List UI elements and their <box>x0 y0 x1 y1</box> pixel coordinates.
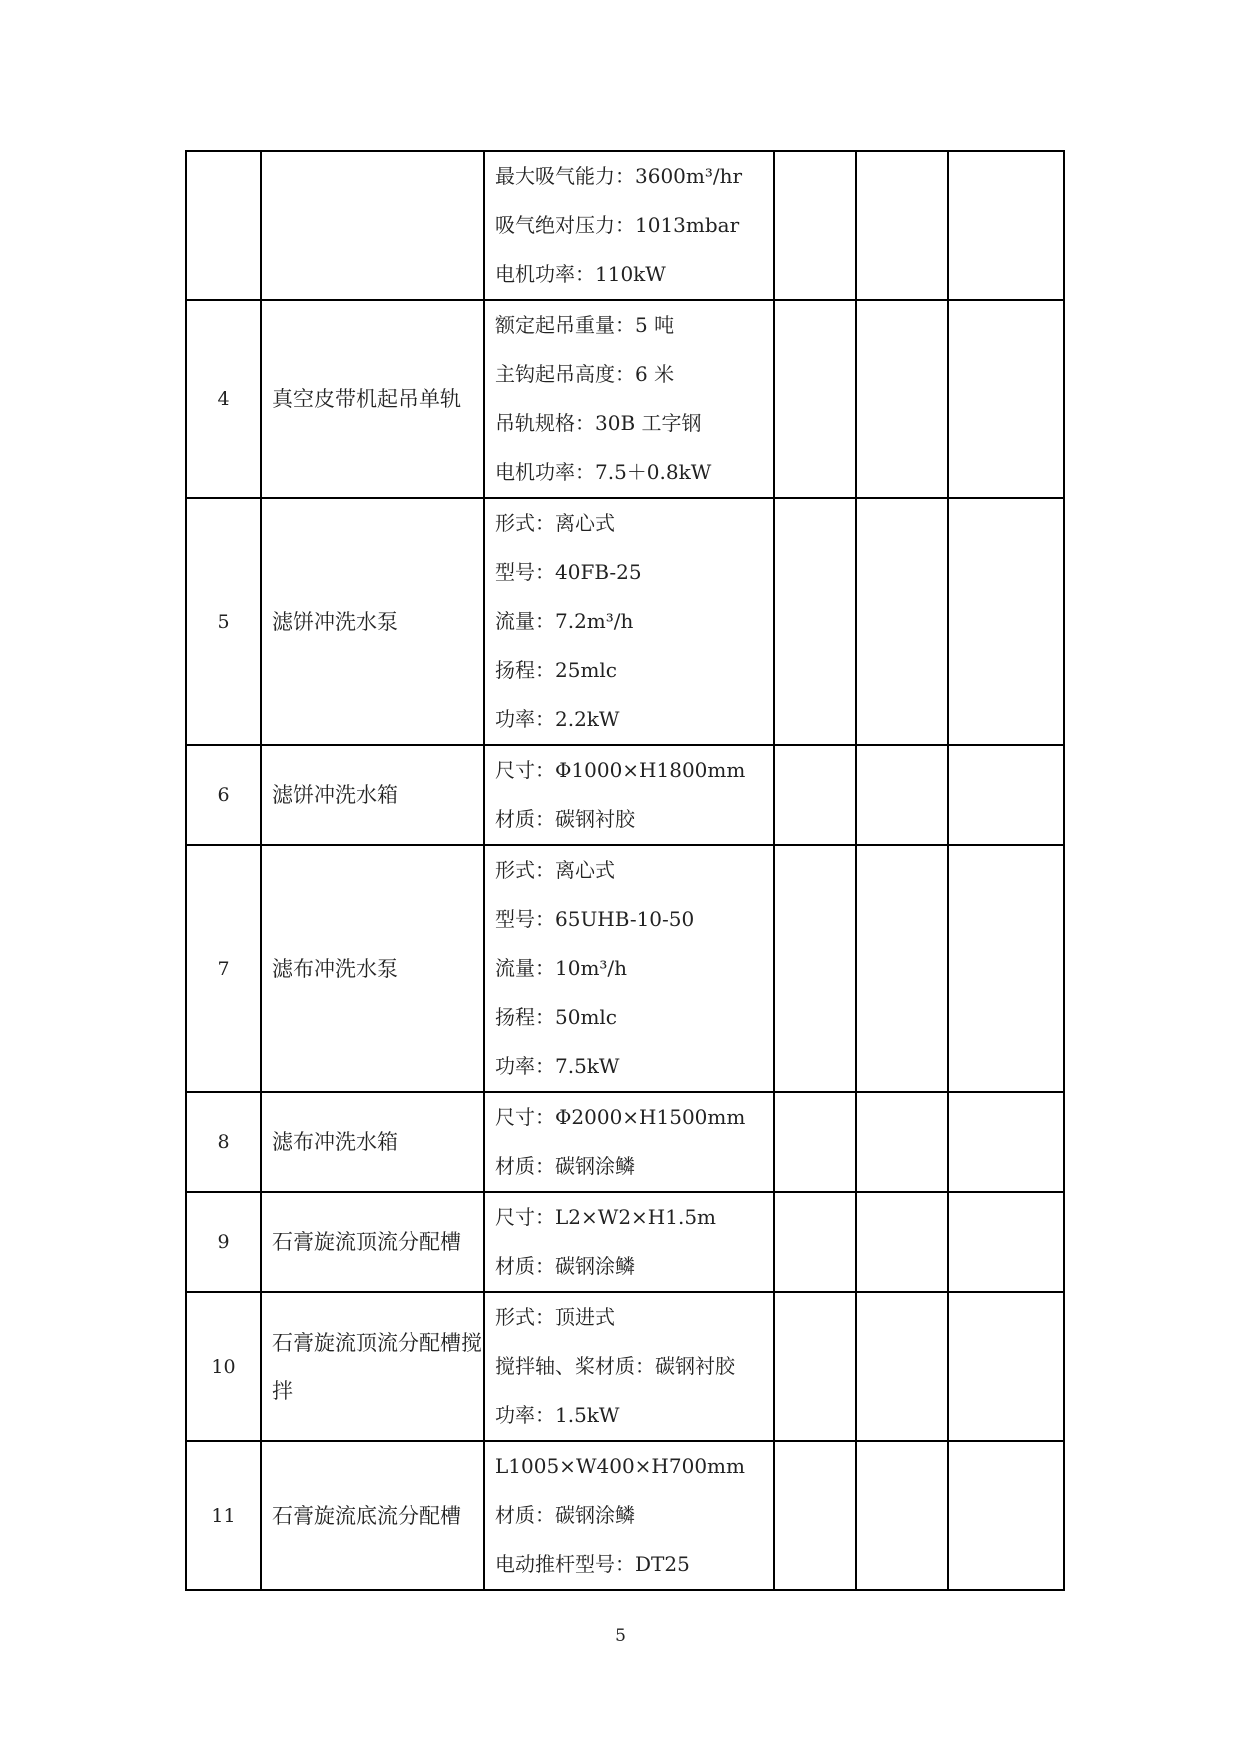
spec-line: 扬程：25mlc <box>495 658 618 682</box>
table-row <box>186 498 1064 745</box>
spec-line: 额定起吊重量：5 吨 <box>495 313 675 337</box>
remarks-cell-2 <box>856 300 948 498</box>
spec-line: 流量：10m³/h <box>495 956 628 980</box>
equipment-name-cell: 滤饼冲洗水泵 <box>261 498 484 745</box>
spec-line: 型号：65UHB-10-50 <box>495 907 695 931</box>
remarks-cell-1 <box>774 498 856 745</box>
remarks-cell-2 <box>856 845 948 1092</box>
spec-line: 最大吸气能力：3600m³/hr <box>495 164 743 188</box>
remarks-cell-2 <box>856 1192 948 1292</box>
spec-line: 尺寸：Φ2000×H1500mm <box>495 1105 746 1129</box>
table-row <box>186 1292 1064 1441</box>
spec-cell <box>484 845 774 1092</box>
equipment-spec-table <box>185 150 1065 1591</box>
table-body <box>186 151 1064 1590</box>
spec-line: 功率：1.5kW <box>495 1403 620 1427</box>
equipment-name-cell: 滤布冲洗水泵 <box>261 845 484 1092</box>
spec-cell <box>484 1292 774 1441</box>
spec-line: 尺寸：Φ1000×H1800mm <box>495 758 746 782</box>
spec-line: 功率：2.2kW <box>495 707 620 731</box>
table-row <box>186 151 1064 300</box>
remarks-cell-3 <box>948 498 1064 745</box>
table-row <box>186 1092 1064 1192</box>
remarks-cell-1 <box>774 1441 856 1590</box>
page-number: 5 <box>615 1626 626 1646</box>
spec-line: L1005×W400×H700mm <box>495 1454 745 1478</box>
spec-cell <box>484 300 774 498</box>
remarks-cell-1 <box>774 300 856 498</box>
remarks-cell-2 <box>856 1441 948 1590</box>
remarks-cell-1 <box>774 745 856 845</box>
table-row <box>186 1441 1064 1590</box>
spec-line: 形式：离心式 <box>495 511 615 535</box>
spec-line: 材质：碳钢涂鳞 <box>495 1154 635 1178</box>
equipment-name-cell <box>261 151 484 300</box>
remarks-cell-3 <box>948 1192 1064 1292</box>
remarks-cell-3 <box>948 1441 1064 1590</box>
equipment-name-cell: 滤饼冲洗水箱 <box>261 745 484 845</box>
spec-line: 材质：碳钢涂鳞 <box>495 1254 635 1278</box>
spec-line: 电机功率：110kW <box>495 262 666 286</box>
spec-line: 主钩起吊高度：6 米 <box>495 362 675 386</box>
equipment-name-cell: 石膏旋流顶流分配槽搅拌 <box>261 1292 484 1441</box>
spec-cell <box>484 745 774 845</box>
remarks-cell-1 <box>774 1092 856 1192</box>
spec-cell <box>484 498 774 745</box>
item-number-cell: 8 <box>186 1092 261 1192</box>
spec-cell <box>484 151 774 300</box>
spec-line: 流量：7.2m³/h <box>495 609 634 633</box>
spec-cell <box>484 1192 774 1292</box>
item-number-cell: 7 <box>186 845 261 1092</box>
spec-line: 电机功率：7.5＋0.8kW <box>495 460 712 484</box>
remarks-cell-2 <box>856 1292 948 1441</box>
table-row <box>186 1192 1064 1292</box>
spec-line: 扬程：50mlc <box>495 1005 618 1029</box>
spec-line: 吸气绝对压力：1013mbar <box>495 213 740 237</box>
remarks-cell-3 <box>948 300 1064 498</box>
equipment-name-cell: 滤布冲洗水箱 <box>261 1092 484 1192</box>
item-number-cell: 6 <box>186 745 261 845</box>
item-number-cell: 5 <box>186 498 261 745</box>
remarks-cell-1 <box>774 1292 856 1441</box>
remarks-cell-2 <box>856 1092 948 1192</box>
spec-line: 型号：40FB-25 <box>495 560 642 584</box>
spec-line: 电动推杆型号：DT25 <box>495 1552 690 1576</box>
spec-line: 形式：顶进式 <box>495 1305 615 1329</box>
equipment-name-cell: 真空皮带机起吊单轨 <box>261 300 484 498</box>
remarks-cell-2 <box>856 498 948 745</box>
table-row <box>186 745 1064 845</box>
spec-cell <box>484 1441 774 1590</box>
item-number-cell <box>186 151 261 300</box>
remarks-cell-2 <box>856 745 948 845</box>
spec-line: 吊轨规格：30B 工字钢 <box>495 411 702 435</box>
spec-line: 材质：碳钢涂鳞 <box>495 1503 635 1527</box>
spec-line: 材质：碳钢衬胶 <box>495 807 635 831</box>
remarks-cell-3 <box>948 745 1064 845</box>
remarks-cell-3 <box>948 1092 1064 1192</box>
remarks-cell-2 <box>856 151 948 300</box>
table-row <box>186 845 1064 1092</box>
spec-cell <box>484 1092 774 1192</box>
equipment-name-cell: 石膏旋流底流分配槽 <box>261 1441 484 1590</box>
remarks-cell-3 <box>948 1292 1064 1441</box>
spec-line: 形式：离心式 <box>495 858 615 882</box>
item-number-cell: 10 <box>186 1292 261 1441</box>
remarks-cell-3 <box>948 845 1064 1092</box>
spec-line: 功率：7.5kW <box>495 1054 620 1078</box>
remarks-cell-1 <box>774 1192 856 1292</box>
spec-line: 搅拌轴、桨材质：碳钢衬胶 <box>495 1354 735 1378</box>
remarks-cell-1 <box>774 151 856 300</box>
item-number-cell: 11 <box>186 1441 261 1590</box>
equipment-name-cell: 石膏旋流顶流分配槽 <box>261 1192 484 1292</box>
item-number-cell: 9 <box>186 1192 261 1292</box>
table-row <box>186 300 1064 498</box>
spec-line: 尺寸：L2×W2×H1.5m <box>495 1205 717 1229</box>
item-number-cell: 4 <box>186 300 261 498</box>
remarks-cell-3 <box>948 151 1064 300</box>
remarks-cell-1 <box>774 845 856 1092</box>
